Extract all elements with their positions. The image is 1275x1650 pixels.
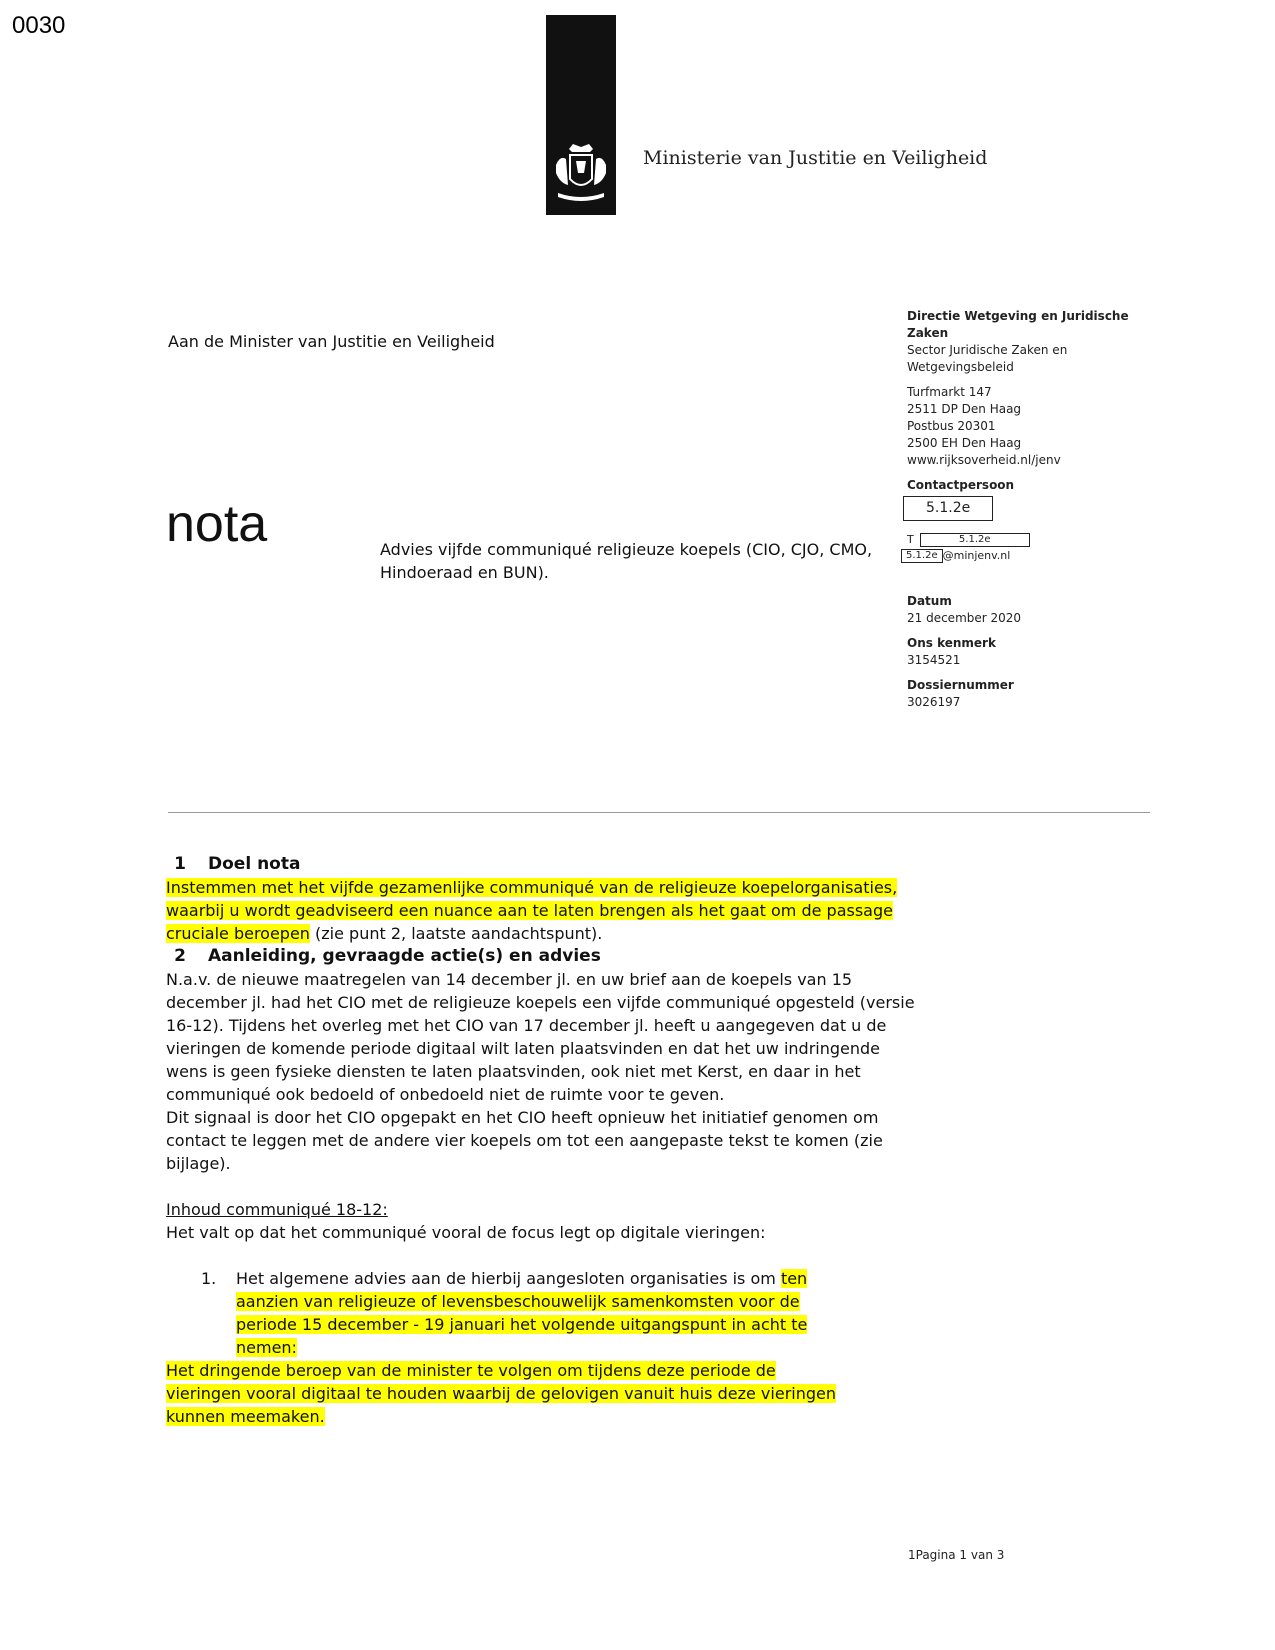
date-value: 21 december 2020 — [907, 611, 1022, 625]
document-body — [166, 853, 916, 1428]
quote-paragraph — [166, 1359, 846, 1428]
contact-label: Contactpersoon — [907, 478, 1015, 492]
section-title: Doel nota — [208, 854, 301, 874]
dossier-value: 3026197 — [907, 695, 961, 709]
highlighted-text: Instemmen met het vijfde gezamenlijke communiqué van de religieuze koepelorganisaties, waarbij u wordt geadviseerd een nuance aan te laten brengen als het gaat om de passage cruciale beroepen — [166, 878, 898, 943]
list-item — [166, 1267, 916, 1359]
email-domain: @minjenv.nl — [942, 549, 1011, 562]
website-link[interactable]: www.rijksoverheid.nl/jenv — [907, 453, 1061, 467]
address-line: Turfmarkt 147 — [907, 385, 992, 399]
page-id: 0030 — [12, 12, 66, 39]
section-paragraph — [166, 876, 916, 945]
highlighted-text: Het dringende beroep van de minister te volgen om tijdens deze periode de vieringen vooral digitaal te houden waarbij de gelovigen vanuit huis deze vieringen kunnen meemaken. — [166, 1361, 836, 1426]
address-line: 2511 DP Den Haag — [907, 402, 1022, 416]
phone-prefix: T — [907, 533, 914, 546]
address-line: Postbus 20301 — [907, 419, 996, 433]
addressee: Aan de Minister van Justitie en Veiligheid — [168, 332, 495, 351]
email-line — [901, 549, 1147, 563]
divider — [168, 812, 1150, 813]
dossier-label: Dossiernummer — [907, 678, 1014, 692]
email-redacted: 5.1.2e — [901, 549, 943, 563]
reference-label: Ons kenmerk — [907, 636, 996, 650]
section-number: 2 — [174, 946, 186, 966]
coat-of-arms-icon — [552, 143, 610, 205]
ministry-name: Ministerie van Justitie en Veiligheid — [643, 147, 988, 169]
section-paragraph: N.a.v. de nieuwe maatregelen van 14 december jl. en uw brief aan de koepels van 15 december jl. had het CIO met de religieuze koepels een vijfde communiqué opgesteld (versie 16-12). Tijdens het overleg met het CIO van 17 december jl. heeft u aangegeven dat u de vieringen de komende periode digitaal wilt laten plaatsvinden en dat het uw indringende wens is geen fysieke diensten te laten plaatsvinden, ook niet met Kerst, en daar in het communiqué ook bedoeld of onbedoeld niet de ruimte voor te geven. — [166, 970, 915, 1104]
section-heading — [166, 853, 916, 876]
sidebar-details — [907, 308, 1147, 719]
subject: Advies vijfde communiqué religieuze koepels (CIO, CJO, CMO, Hindoeraad en BUN). — [380, 540, 873, 582]
address-line: 2500 EH Den Haag — [907, 436, 1022, 450]
phone-line — [907, 533, 1147, 547]
section-title: Aanleiding, gevraagde actie(s) en advies — [208, 946, 601, 966]
government-logo-bar — [546, 15, 616, 215]
reference-value: 3154521 — [907, 653, 961, 667]
directorate: Directie Wetgeving en Juridische Zaken — [907, 309, 1129, 340]
section-paragraph: Het valt op dat het communiqué vooral de focus legt op digitale vieringen: — [166, 1223, 766, 1242]
list-number: 1. — [201, 1269, 217, 1288]
plain-text: (zie punt 2, laatste aandachtspunt). — [309, 924, 603, 943]
contact-redacted: 5.1.2e — [903, 496, 993, 521]
document-type: nota — [166, 495, 268, 553]
date-label: Datum — [907, 594, 952, 608]
section-heading — [166, 945, 916, 968]
plain-text: Het algemene advies aan de hierbij aangesloten organisaties is om — [236, 1269, 781, 1288]
page-number: 1Pagina 1 van 3 — [908, 1548, 1005, 1562]
section-number: 1 — [174, 854, 186, 874]
sector: Sector Juridische Zaken en Wetgevingsbeleid — [907, 343, 1068, 374]
phone-redacted: 5.1.2e — [920, 533, 1030, 547]
highlighted-text: ten aanzien van religieuze of levensbeschouwelijk samenkomsten voor de periode 15 december - 19 januari het volgende uitgangspunt in acht te nemen: — [236, 1269, 808, 1357]
subheading: Inhoud communiqué 18-12: — [166, 1200, 388, 1219]
section-paragraph: Dit signaal is door het CIO opgepakt en het CIO heeft opnieuw het initiatief genomen om contact te leggen met de andere vier koepels om tot een aangepaste tekst te komen (zie bijlage). — [166, 1108, 883, 1173]
